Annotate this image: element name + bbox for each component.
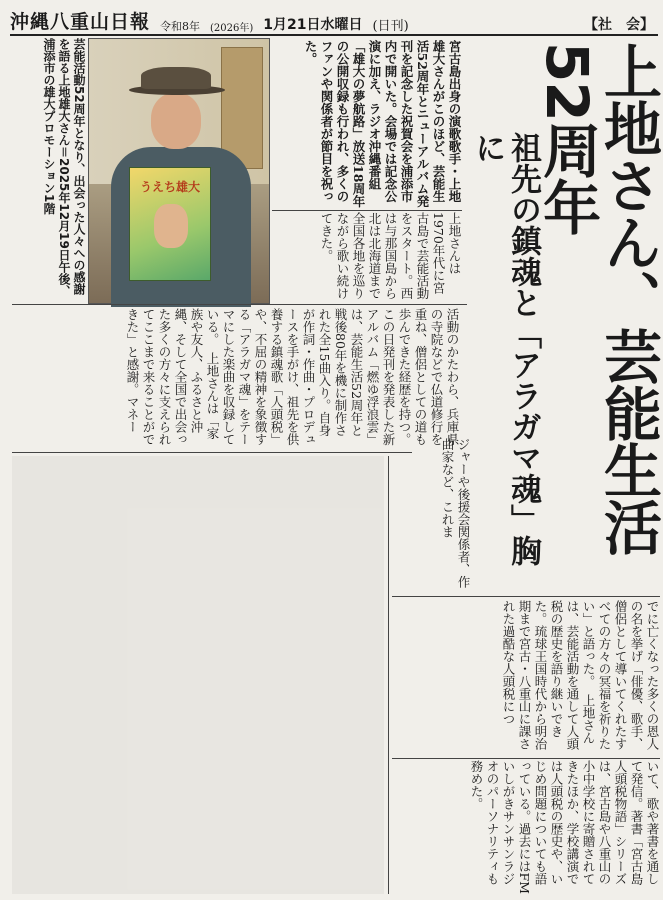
issue-date: 1月21日水曜日 — [263, 17, 363, 33]
blank-page-area — [12, 456, 384, 894]
article-column-d: でに亡くなった多くの恩人の名を挙げ「俳優、歌手、僧侶として導いてくれたすべての方々の冥福を祈りたい」と語った。 上地さんは、芸能活動を通して人頭税の歴史を語り継いできた。琉球王国時代から明治期まで宮古・八重山に課された過酷な人頭税につ — [501, 600, 660, 750]
article-column-e: いて、歌や著書を通して発信。著書「宮古島人頭税物語」シリーズは、宮古島や八重山の小中学校に寄贈されてきたほか、学校講演では人頭税の歴史や、いじめ問題についても語っている。過去にはFMいしがきサンサンラジオのパーソナリティも務めた。 — [469, 760, 660, 894]
article-lead: 宮古島出身の演歌歌手・上地雄大さんがこのほど、芸能生活52周年とニューアルバム発刊を記念した祝賀会を浦添市内で開いた。会場では記念公演に加え、ラジオ沖縄番組「雄大の夢航路」放送18周年の公開収録も行われ、多くのファンや関係者が節目を祝った。 — [303, 40, 462, 208]
western-year: (2026年) — [210, 23, 254, 34]
article-headline: 上地さん、芸能生活52周年 — [533, 42, 662, 555]
era-year: 令和8年 — [160, 20, 201, 33]
article-subheadline: 祖先の鎮魂と「アラガマ魂」胸に — [469, 132, 541, 566]
masthead — [10, 6, 658, 36]
newspaper-title: 沖縄八重山日報 — [10, 11, 151, 33]
article-column-c: ジャーや後援会関係者、作曲家など、これま — [440, 438, 471, 588]
article-photo — [88, 38, 270, 304]
left-column-border — [388, 456, 389, 894]
photo-hat — [141, 67, 211, 89]
album-cover-title: うえち雄大 — [139, 180, 200, 194]
right-divider — [392, 596, 660, 597]
article-column-a: 上地さんは1970年代に宮古島で芸能活動をスタート。西は与那国島から北は北海道まで全国各地を巡りながら歌い続けてきた。 — [319, 212, 462, 300]
bottom-left-divider — [12, 452, 412, 453]
photo-divider — [12, 304, 467, 305]
section-label: 【社 会】 — [584, 17, 654, 33]
photo-caption: 芸能活動52周年となり、出会った人々への感謝を語る上地雄大さん＝2025年12月19日午後、浦添市の雄大プロモーション1階 — [42, 38, 86, 297]
photo-album-cover — [129, 167, 211, 281]
lead-divider — [272, 210, 462, 211]
album-cover-portrait — [154, 204, 188, 248]
photo-person-face — [151, 93, 201, 149]
right-lower-divider — [392, 758, 660, 759]
article-column-b: 活動のかたわら、兵庫県の寺院などで仏道修行を重ね、僧侶としての道も歩んできた経歴を持つ。この日発刊を発表した新アルバム「燃ゆ浮浪雲」は、芸能生活52周年と戦後80年を機に制作された全15曲入り。自身が作詞・作曲・プロデュースを手がけ、祖先を供養する鎮魂歌「人頭税」や、不屈の精神を象徴する「アラガマ魂」をテーマにした楽曲を収録している。 上地さんは「家族や友人、ふるさと沖縄、そして全国で出会った多くの方々に支えられてここまで来ることができた」と感謝。マネー — [125, 308, 460, 446]
edition-label: (日刊) — [372, 19, 409, 34]
